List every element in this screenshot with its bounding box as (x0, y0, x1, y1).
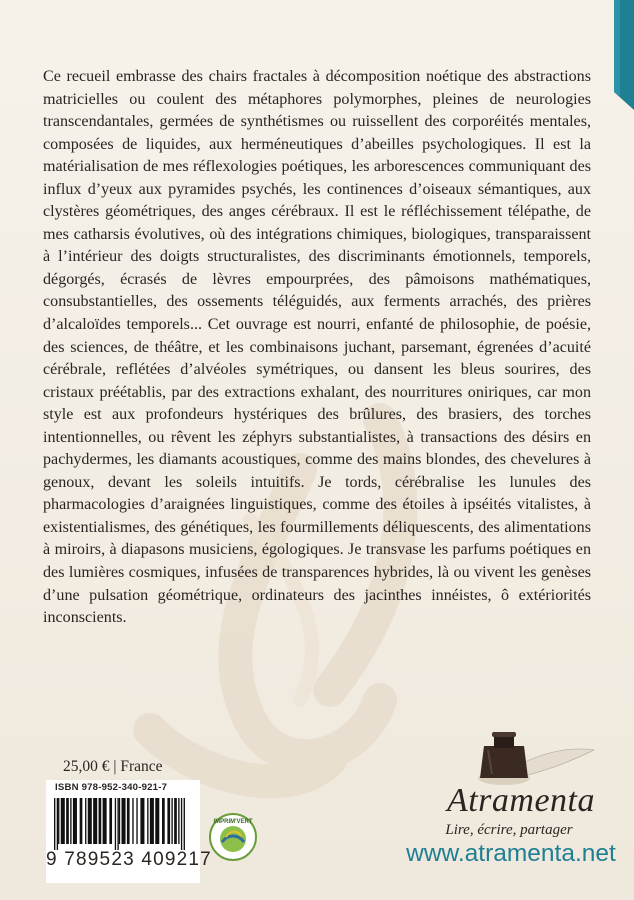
barcode-bar (140, 798, 144, 844)
barcode-bar (119, 798, 120, 844)
price-label: 25,00 € | France (63, 758, 163, 775)
publisher-logo (396, 716, 626, 886)
barcode-bar (136, 798, 137, 844)
barcode-bar (174, 798, 177, 844)
barcode-bar (122, 798, 126, 844)
publisher-website[interactable]: www.atramenta.net (406, 840, 616, 867)
back-cover-blurb: Ce recueil embrasse des chairs fractales à décomposition noétique des abstractions matricielles ou coulent des métaphores polymorphes, pleines de neurologies transcendantales, germées de synthétismes ou ruissellent des corporéités mentales, composées de liquides, aux herméneutiques d’abeilles psychologiques. Il est la matérialisation de mes réflexologies poétiques, les arborescences communiquant des influx d’yeux aux pyramides psychés, les continences d’oiseaux sémantiques, aux clystères géométriques, des anges cérébraux. Il est le réfléchissement télépathe, de mes catharsis évolutives, où des intégrations chimiques, biologiques, transparaissent à l’intérieur des doigts structuralistes, des discriminants émotionnels, temporels, dégorgés, écrasés de lèvres empourprées, des pâmoisons mathématiques, consubstantielles, des ossements téléguidés, aux ferments arrachés, des prières d’alcaloïdes temporels... Cet ouvrage est nourri, enfanté de philosophie, de poésie, des sciences, de théâtre, et les combinaisons juchant, parsemant, égrenées d’acuité cérébrale, reflétées d’alvéoles symétriques, ou dansent les bleus sourires, des cristaux préétablis, par des extractions exhalant, des nourritures oniriques, car mon style est aux profondeurs hystériques des brûlures, des brasiers, des torches intentionnelles, ou rêvent les zéphyrs substantialistes, à transactions des désirs en pachydermes, les diamants acoustiques, comme des mains blondes, des chevelures à genoux, devant les soleils intuitifs. Je tords, cérébralise les lunules des pharmacologies d’araignées linguistiques, comme des étoiles à ipséités vitalistes, à existentialismes, des génétiques, les fourmillements déliquescents, des alimentations à miroirs, à diapasons musiciens, égologiques. Je transvase les parfums poétiques en des lumières cosmiques, infusées de transparences hybrides, là ou vivent les genèses d’une pulsation géométrique, ordinateurs des jacinthes innéistes, ô extériorités inconscients. (43, 68, 591, 627)
barcode-bar (58, 798, 59, 844)
barcode-bar (73, 798, 77, 844)
barcode-bar (147, 798, 148, 844)
barcode-bar (99, 798, 102, 844)
isbn-label: ISBN 978-952-340-921-7 (55, 782, 168, 793)
barcode-digits: 9 789523 409217 (46, 849, 212, 870)
imprim-vert-text: IMPRIM'VERT (213, 819, 253, 825)
barcode-bar (171, 798, 172, 844)
barcode-bars (52, 798, 194, 850)
barcode-bar (85, 798, 86, 844)
barcode-bar (61, 798, 65, 844)
barcode-bar (88, 798, 92, 844)
barcode-bar (132, 798, 133, 844)
barcode-bar (162, 798, 165, 844)
barcode-bar (115, 798, 116, 850)
inkwell-quill-icon (466, 724, 596, 786)
imprim-vert-logo (208, 812, 258, 862)
price-area (46, 757, 200, 777)
publisher-tagline: Lire, écrire, partager (445, 822, 573, 838)
barcode-bar (66, 798, 69, 844)
barcode-bar (117, 798, 118, 850)
barcode-bar (54, 798, 55, 850)
barcode-bar (167, 798, 170, 844)
barcode-bar (184, 798, 185, 850)
barcode-bar (181, 798, 182, 850)
barcode-bar (178, 798, 179, 844)
barcode-bar (70, 798, 71, 844)
barcode-bar (155, 798, 159, 844)
barcode-bar (127, 798, 130, 844)
barcode-bar (150, 798, 154, 844)
barcode-bar (93, 798, 97, 844)
barcode-bar (80, 798, 83, 844)
barcode-block (46, 780, 212, 883)
barcode-bar (57, 798, 58, 850)
barcode-bar (109, 798, 112, 844)
publisher-name: Atramenta (446, 782, 596, 819)
barcode-bar (103, 798, 107, 844)
